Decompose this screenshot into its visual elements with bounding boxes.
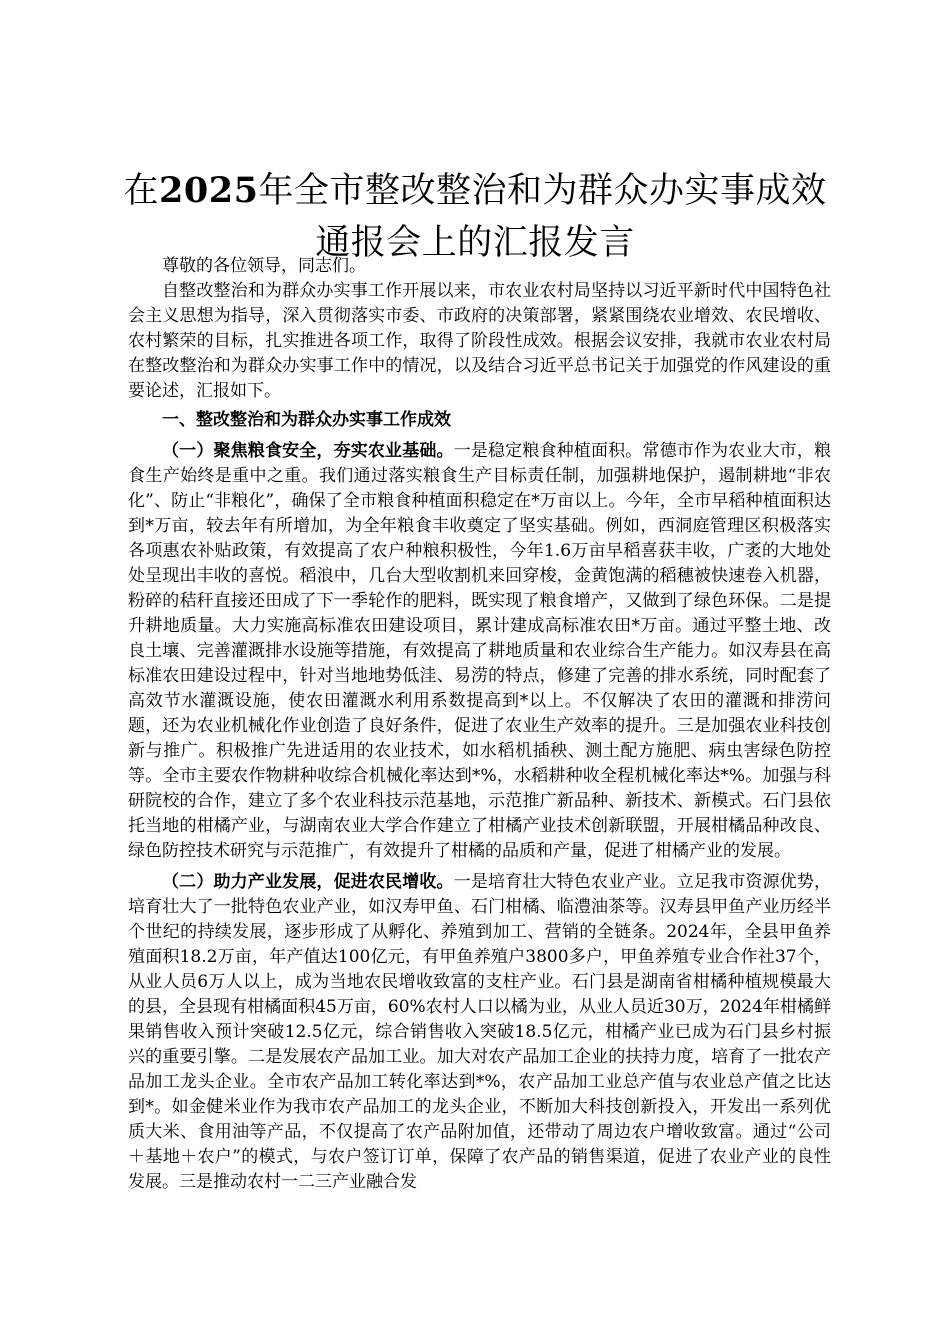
salutation: 尊敬的各位领导，同志们。 bbox=[162, 256, 366, 276]
title-part-2: 年全市整改整治和为群众办实事成效 bbox=[258, 171, 827, 211]
subsection-2-text: 一是培育壮大特色农业产业。立足我市资源优势，培育壮大了一批特色农业产业，如汉寿甲鱼、石门柑橘、临澧油茶等。汉寿县甲鱼产业历经半个世纪的持续发展，逐步形成了从孵化、养殖到加工、营销的全链条。2024年，全县甲鱼养殖面积18.2万亩，年产值达100亿元，有甲鱼养殖户3800多户，甲鱼养殖专业合作社37个，从业人员6万人以上，成为当地农民增收致富的支柱产业。石门县是湖南省柑橘种植规模最大的县，全县现有柑橘面积45万亩，60%农村人口以橘为业，从业人员近30万，2024年柑橘鲜果销售收入预计突破12.5亿元，综合销售收入突破18.5亿元，柑橘产业已成为石门县乡村振兴的重要引擎。二是发展农产品加工业。加大对农产品加工企业的扶持力度，培育了一批农产品加工龙头企业。全市农产品加工转化率达到*%，农产品加工业总产值与农业总产值之比达到*。如金健米业作为我市农产品加工的龙头企业，不断加大科技创新投入，开发出一系列优质大米、食用油等产品，不仅提高了农产品附加值，还带动了周边农户增收致富。通过“公司＋基地＋农户”的模式，与农户签订订单，保障了农产品的销售渠道，促进了农业产业的良性发展。三是推动农村一二三产业融合发 bbox=[128, 872, 832, 1192]
document-title-line-1 bbox=[118, 166, 832, 216]
title-year: 2025 bbox=[159, 170, 259, 211]
document-title-line-2: 通报会上的汇报发言 bbox=[315, 223, 635, 263]
section-1-heading: 一、整改整治和为群众办实事工作成效 bbox=[162, 410, 451, 430]
intro-paragraph: 自整改整治和为群众办实事工作开展以来，市农业农村局坚持以习近平新时代中国特色社会主义思想为指导，深入贯彻落实市委、市政府的决策部署，紧紧围绕农业增效、农民增收、农村繁荣的目标，扎实推进各项工作，取得了阶段性成效。根据会议安排，我就市农业农村局在整改整治和为群众办实事工作中的情况，以及结合习近平总书记关于加强党的作风建设的重要论述，汇报如下。 bbox=[128, 281, 831, 401]
document-body bbox=[128, 254, 831, 1195]
subsection-1-lead: （一）聚焦粮食安全，夯实农业基础。 bbox=[162, 441, 454, 461]
subsection-2-lead: （二）助力产业发展，促进农民增收。 bbox=[162, 872, 454, 892]
title-part-1: 在 bbox=[123, 171, 160, 211]
subsection-2-paragraph bbox=[128, 870, 831, 1195]
subsection-1-paragraph bbox=[128, 439, 831, 864]
subsection-1-text: 一是稳定粮食种植面积。常德市作为农业大市，粮食生产始终是重中之重。我们通过落实粮食生产目标责任制，加强耕地保护，遏制耕地“非农化”、防止“非粮化”，确保了全市粮食种植面积稳定在*万亩以上。今年，全市早稻种植面积达到*万亩，较去年有所增加，为全年粮食丰收奠定了坚实基础。例如，西洞庭管理区积极落实各项惠农补贴政策，有效提高了农户种粮积极性，今年1.6万亩早稻喜获丰收，广袤的大地处处呈现出丰收的喜悦。稻浪中，几台大型收割机来回穿梭，金黄饱满的稻穗被快速卷入机器，粉碎的秸秆直接还田成了下一季轮作的肥料，既实现了粮食增产，又做到了绿色环保。二是提升耕地质量。大力实施高标准农田建设项目，累计建成高标准农田*万亩。通过平整土地、改良土壤、完善灌溉排水设施等措施，有效提高了耕地质量和农业综合生产能力。如汉寿县在高标准农田建设过程中，针对当地地势低洼、易涝的特点，修建了完善的排水系统，同时配套了高效节水灌溉设施，使农田灌溉水利用系数提高到*以上。不仅解决了农田的灌溉和排涝问题，还为农业机械化作业创造了良好条件，促进了农业生产效率的提升。三是加强农业科技创新与推广。积极推广先进适用的农业技术，如水稻机插秧、测土配方施肥、病虫害绿色防控等。全市主要农作物耕种收综合机械化率达到*%，水稻耕种收全程机械化率达*%。加强与科研院校的合作，建立了多个农业科技示范基地，示范推广新品种、新技术、新模式。石门县依托当地的柑橘产业，与湖南农业大学合作建立了柑橘产业技术创新联盟，开展柑橘品种改良、绿色防控技术研究与示范推广，有效提升了柑橘的品质和产量，促进了柑橘产业的发展。 bbox=[128, 441, 832, 861]
